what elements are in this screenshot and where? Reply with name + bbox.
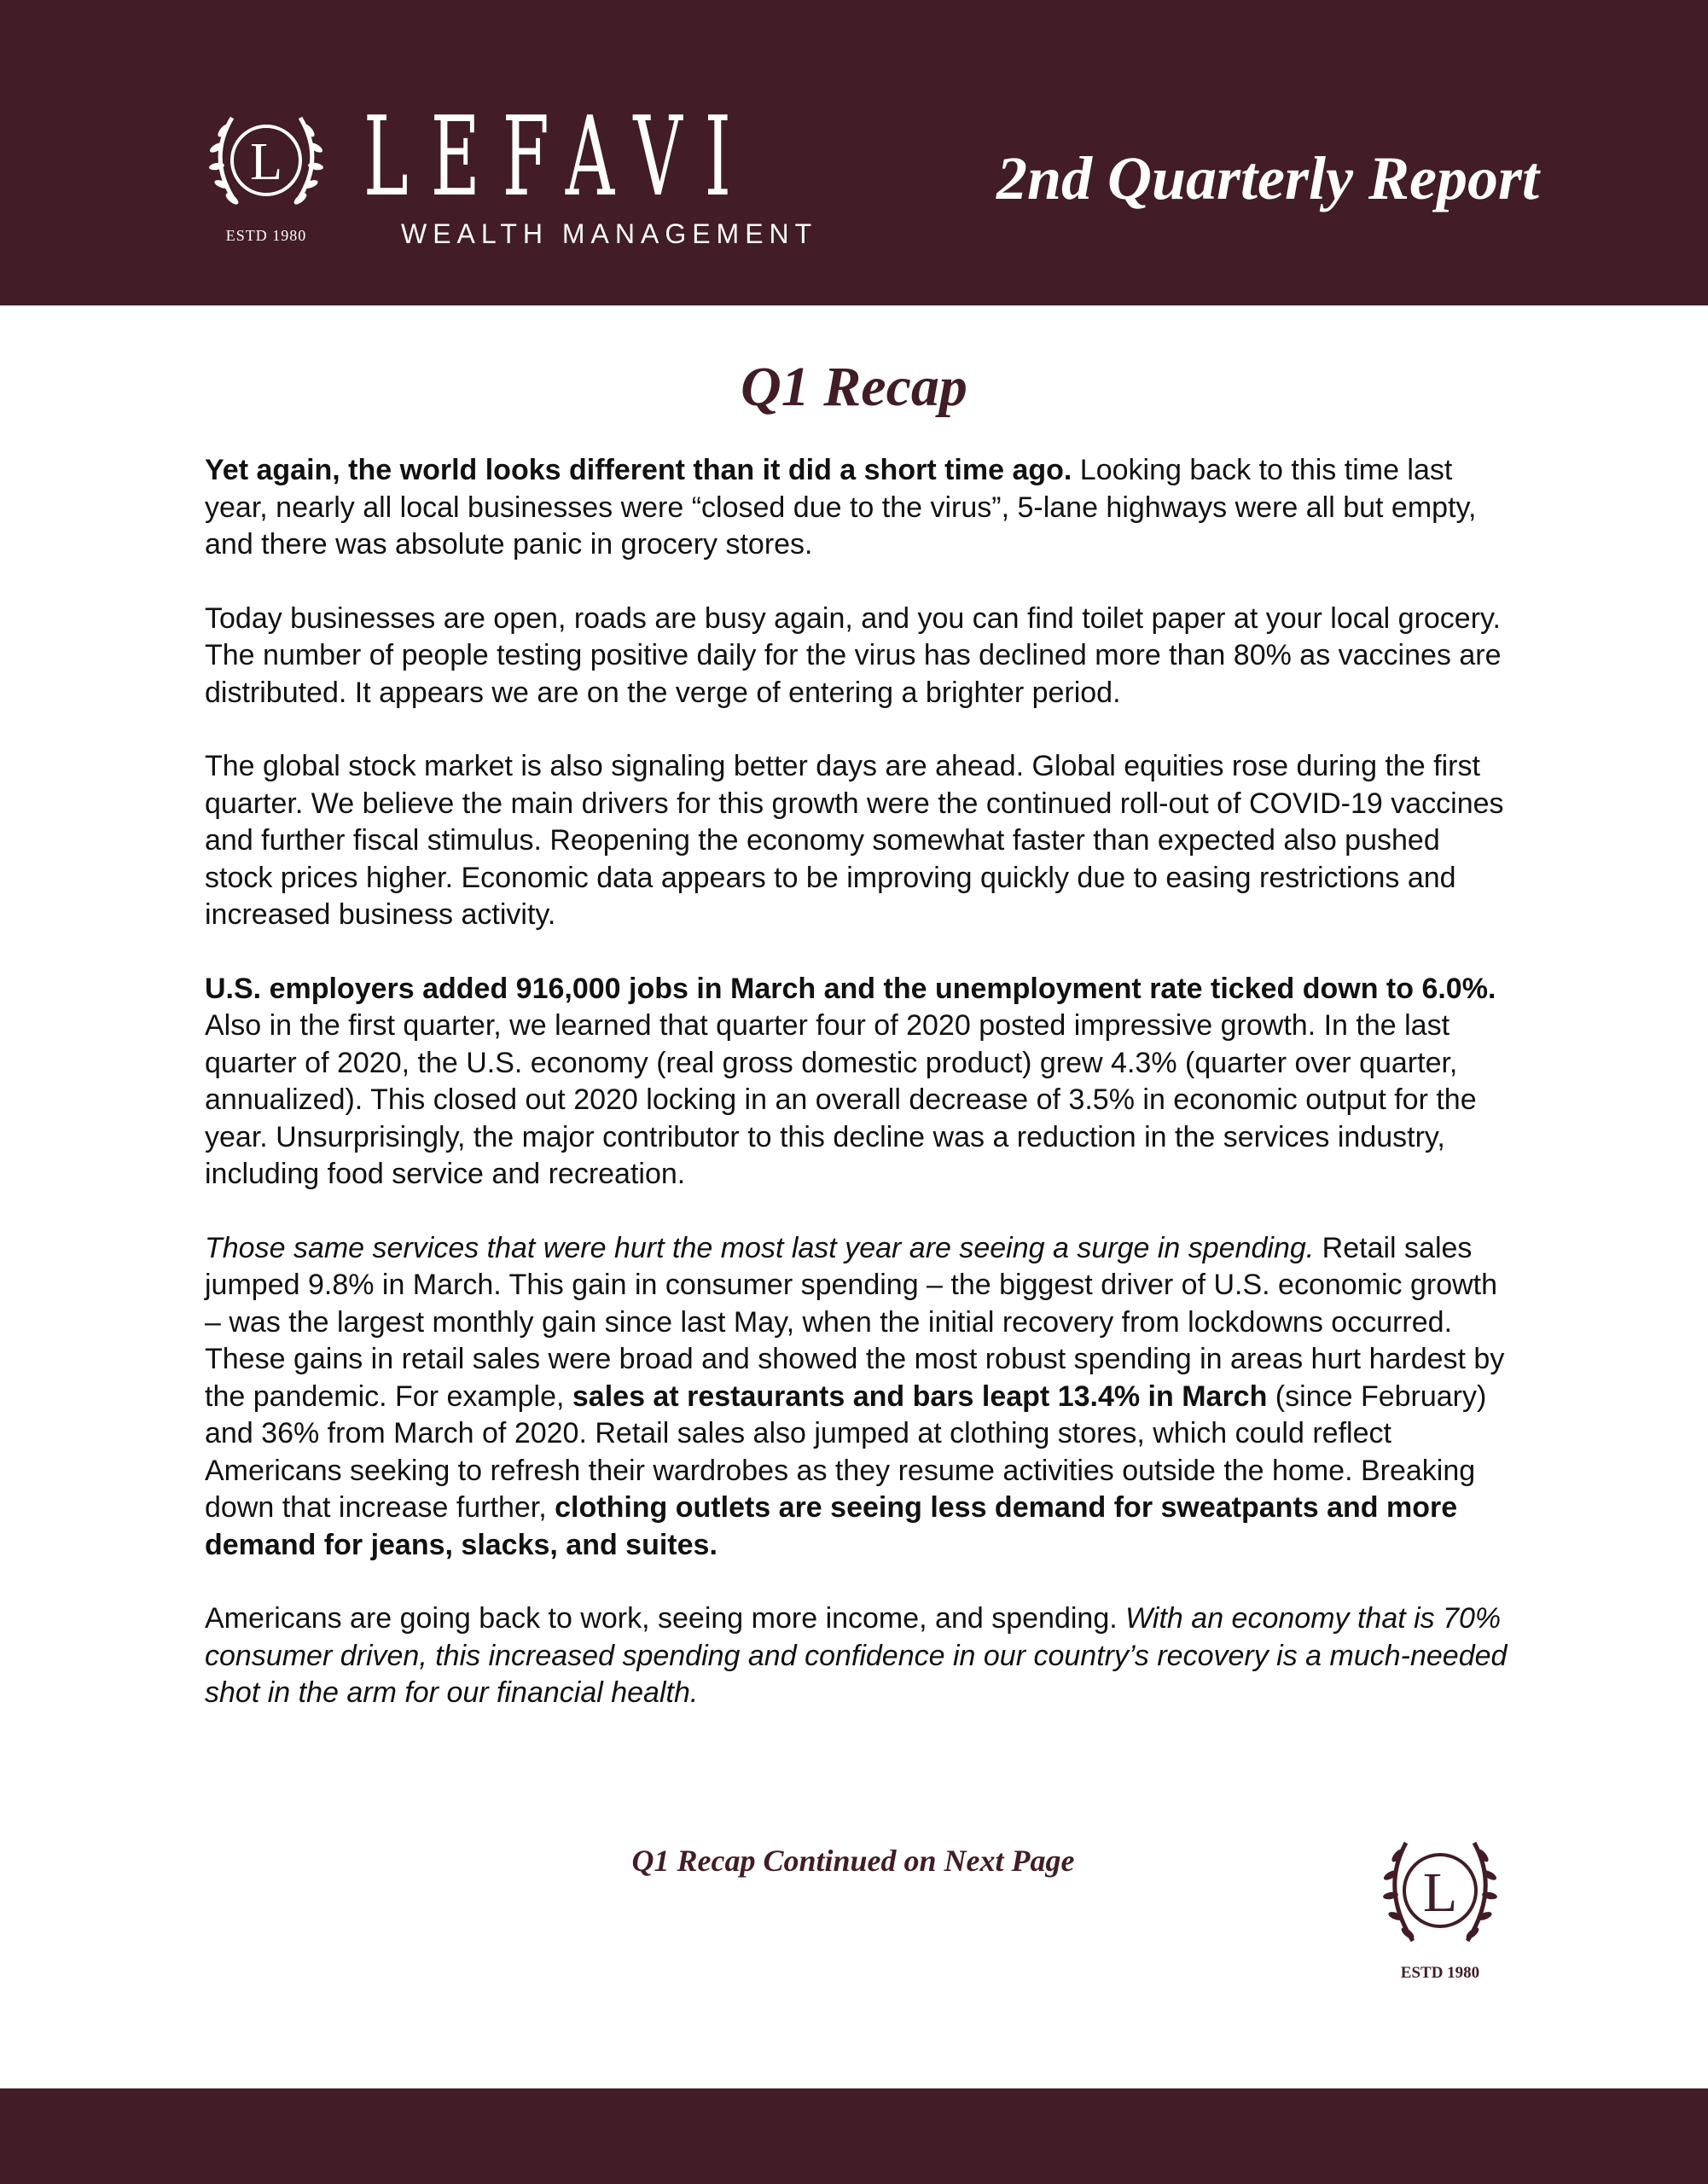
svg-text:L: L — [250, 133, 282, 191]
footer-band — [0, 2088, 1708, 2184]
paragraph-4-lead: U.S. employers added 916,000 jobs in March and the unemployment rate ticked down to 6.0%. — [205, 972, 1496, 1005]
paragraph-2: Today businesses are open, roads are busy again, and you can find toilet paper at your local grocery. The number of people testing positive daily for the virus has declined more than 80% as vaccines are distributed. It appears we are on the verge of entering a brighter period. — [205, 601, 1502, 709]
paragraph-6-text: Americans are going back to work, seeing more income, and spending. — [205, 1602, 1126, 1635]
paragraph-5-lead: Those same services that were hurt the most last year are seeing a surge in spending. — [205, 1231, 1315, 1264]
paragraph-1-lead: Yet again, the world looks different than it did a short time ago. — [205, 454, 1072, 486]
continued-note: Q1 Recap Continued on Next Page — [631, 1844, 1075, 1878]
paragraph-1-text: Looking back to this time last year, nearly all local businesses were “closed due to the virus”, 5-lane highways were all but empty, and there was absolute panic in grocery stores. — [205, 454, 1477, 561]
paragraph-5-emphasis-1: sales at restaurants and bars leapt 13.4% in March — [572, 1380, 1268, 1413]
laurel-logo-icon — [198, 101, 334, 220]
paragraph-5-text-2: (since February) and 36% from March of 2020. Retail sales also jumped at clothing stores, which could reflect Americans seeking to refresh their wardrobes as they resume activities outside the home. Breaking down that increase further, — [205, 1380, 1487, 1524]
laurel-seal-icon — [1372, 1826, 1508, 1962]
paragraph-5-text-1: Retail sales jumped 9.8% in March. This gain in consumer spending – the biggest driver of U.S. economic growth – was the largest monthly gain since last May, when the initial recovery from lockdowns occurred. These gains in retail sales were broad and showed the most robust spending in areas hurt hardest by the pandemic. For example, — [205, 1231, 1505, 1413]
seal-letter: L — [1422, 1862, 1458, 1924]
paragraph-6-italic: With an economy that is 70% consumer driven, this increased spending and confidence in our country’s recovery is a much-needed shot in the arm for our financial health. — [205, 1602, 1508, 1709]
established-date: ESTD 1980 — [225, 227, 307, 244]
paragraph-4 — [205, 971, 1510, 1194]
paragraph-5 — [205, 1230, 1510, 1565]
paragraph-5-emphasis-2: clothing outlets are seeing less demand for sweatpants and more demand for jeans, slacks, and suites. — [205, 1491, 1458, 1561]
section-title: Q1 Recap — [741, 356, 967, 418]
paragraph-4-text: Also in the first quarter, we learned that quarter four of 2020 posted impressive growth. In the last quarter of 2020, the U.S. economy (real gross domestic product) grew 4.3% (quarter over quarter, annualized). This closed out 2020 locking in an overall decrease of 3.5% in economic output for the year. Unsurprisingly, the major contributor to this decline was a reduction in the services industry, including food service and recreation. — [205, 1009, 1477, 1190]
paragraph-1 — [205, 452, 1510, 564]
paragraph-6 — [205, 1600, 1510, 1712]
article-body — [205, 452, 1510, 1749]
report-title: 2nd Quarterly Report — [996, 144, 1539, 212]
paragraph-3: The global stock market is also signaling better days are ahead. Global equities rose during the first quarter. We believe the main drivers for this growth were the continued roll-out of COVID-19 vaccines and further fiscal stimulus. Reopening the economy somewhat faster than expected also pushed stock prices higher. Economic data appears to be improving quickly due to easing restrictions and increased business activity. — [205, 750, 1504, 931]
header-banner — [0, 0, 1708, 305]
brand-subtitle: WEALTH MANAGEMENT — [401, 218, 818, 249]
seal-established-date: ESTD 1980 — [1400, 1964, 1480, 1982]
brand-name: LEFAVI — [363, 94, 754, 221]
